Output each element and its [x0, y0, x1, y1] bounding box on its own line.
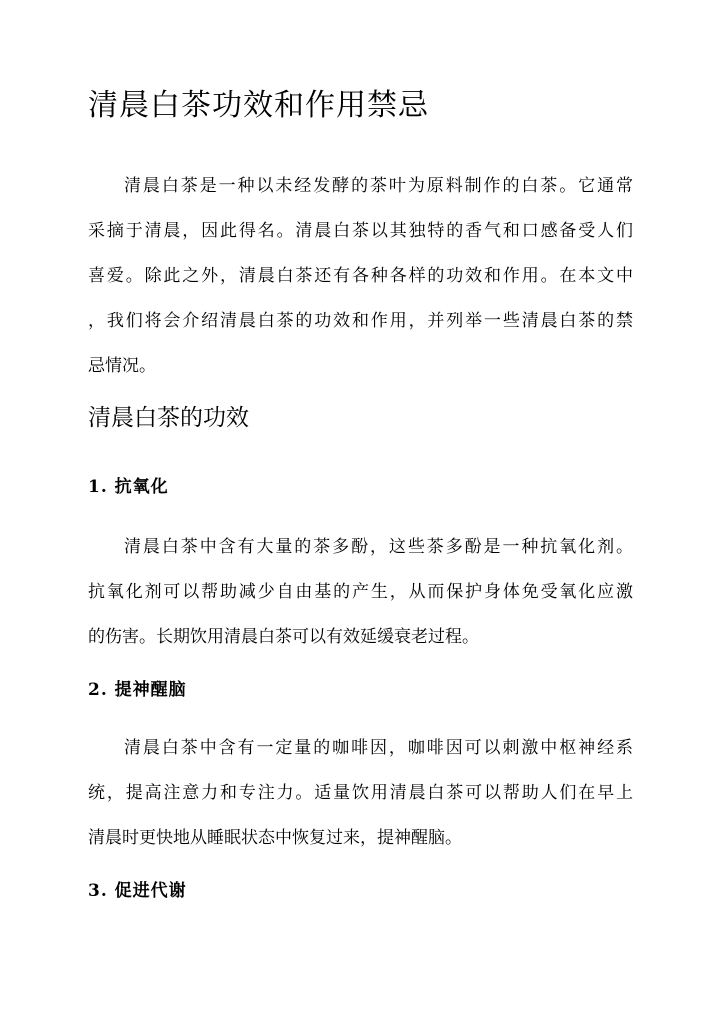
- paragraph-line: 的伤害。长期饮用清晨白茶可以有效延缓衰老过程。: [88, 627, 479, 647]
- paragraph-line: 抗氧化剂可以帮助减少自由基的产生，从而保护身体免受氧化应激: [88, 582, 633, 602]
- paragraph-line: ，我们将会介绍清晨白茶的功效和作用，并列举一些清晨白茶的禁: [88, 311, 633, 331]
- paragraph-line: 清晨时更快地从睡眠状态中恢复过来，提神醒脑。: [88, 828, 462, 848]
- paragraph-line: 喜爱。除此之外，清晨白茶还有各种各样的功效和作用。在本文中: [88, 266, 633, 286]
- page-title: 清晨白茶功效和作用禁忌: [88, 88, 429, 123]
- paragraph-line: 忌情况。: [88, 356, 156, 376]
- item-heading-refresh: 2. 提神醒脑: [88, 680, 187, 700]
- item-paragraph-refresh: [88, 726, 633, 861]
- paragraph-line: 清晨白茶是一种以未经发酵的茶叶为原料制作的白茶。它通常: [124, 176, 633, 196]
- intro-paragraph: [88, 164, 633, 389]
- paragraph-line: 采摘于清晨，因此得名。清晨白茶以其独特的香气和口感备受人们: [88, 221, 633, 241]
- paragraph-line: 清晨白茶中含有大量的茶多酚，这些茶多酚是一种抗氧化剂。: [124, 537, 633, 557]
- item-heading-antioxidant: 1. 抗氧化: [88, 477, 169, 497]
- item-paragraph-antioxidant: [88, 525, 633, 660]
- section-title: 清晨白茶的功效: [88, 405, 249, 431]
- paragraph-line: 清晨白茶中含有一定量的咖啡因，咖啡因可以刺激中枢神经系: [124, 738, 633, 758]
- item-heading-metabolism: 3. 促进代谢: [88, 881, 187, 901]
- paragraph-line: 统，提高注意力和专注力。适量饮用清晨白茶可以帮助人们在早上: [88, 783, 633, 803]
